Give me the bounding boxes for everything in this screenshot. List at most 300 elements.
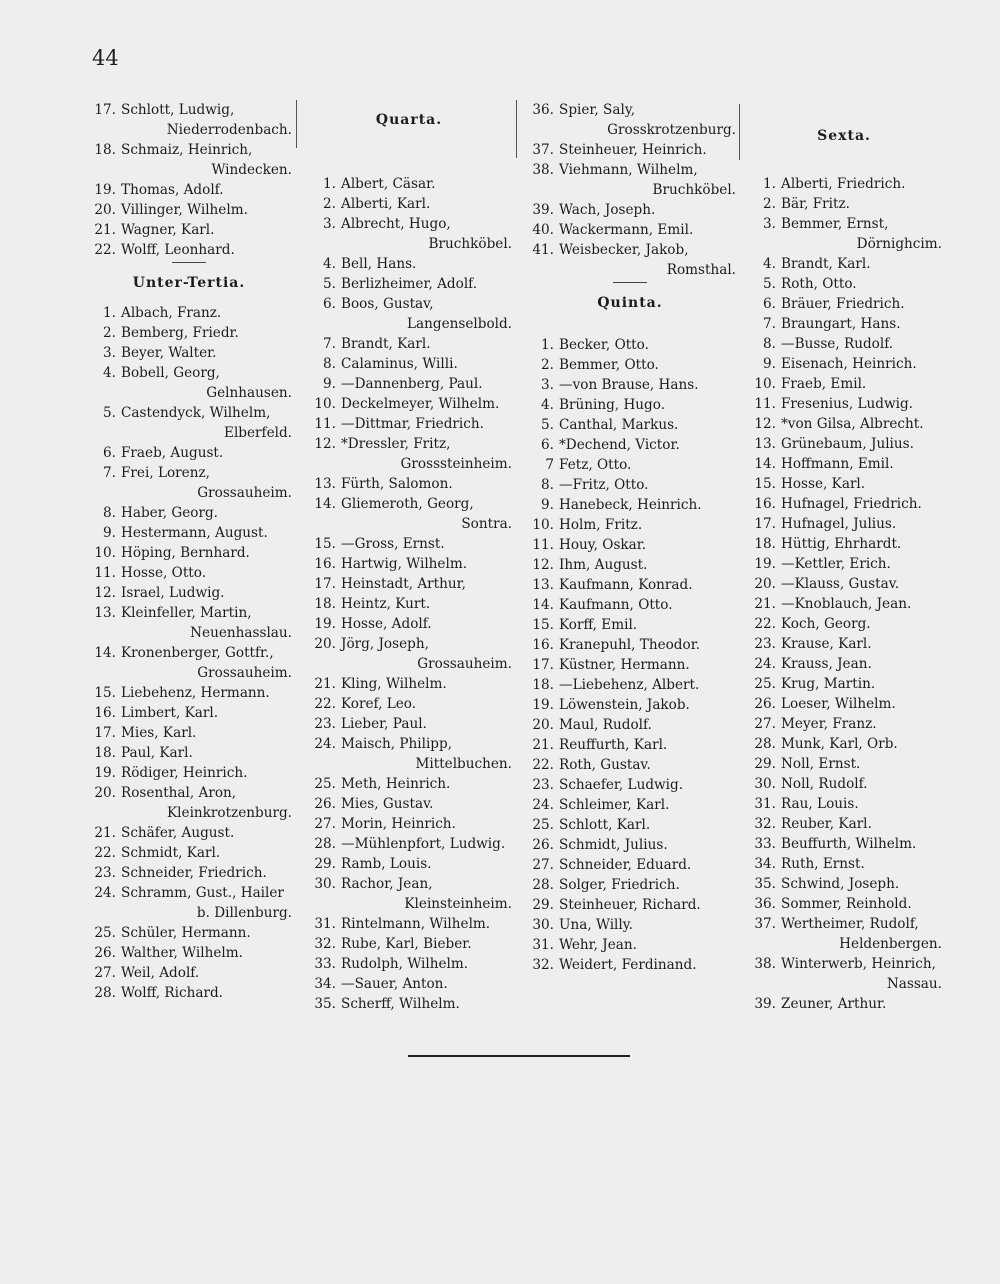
entry-name: Israel, Ludwig.	[121, 585, 225, 601]
list-item	[86, 363, 292, 403]
entry-line	[86, 763, 292, 783]
list-item	[306, 434, 512, 474]
entry-name: Maisch, Philipp,	[341, 736, 453, 752]
entry-number: 33.	[754, 836, 776, 852]
entry-name: Hosse, Otto.	[121, 565, 207, 581]
list-item	[86, 220, 292, 240]
entry-line	[86, 963, 292, 983]
entry-number: 19.	[314, 616, 336, 632]
list-item	[524, 955, 736, 975]
entry-place: Heldenbergen.	[839, 936, 942, 952]
list-item	[746, 634, 942, 654]
list-item	[524, 815, 736, 835]
entry-name: Steinheuer, Richard.	[559, 897, 701, 913]
entry-number: 18.	[314, 596, 336, 612]
list-item	[746, 754, 942, 774]
list-item	[306, 214, 512, 254]
entry-name: Brüning, Hugo.	[559, 397, 666, 413]
entry-line	[746, 794, 942, 814]
list-item	[746, 774, 942, 794]
entry-name: Rau, Louis.	[781, 796, 859, 812]
list-item	[746, 434, 942, 454]
entry-number: 14.	[754, 456, 776, 472]
entry-line	[524, 635, 736, 655]
entry-name: Heintz, Kurt.	[341, 596, 431, 612]
entry-name: Hufnagel, Julius.	[781, 516, 897, 532]
list-item	[86, 883, 292, 923]
entry-name: Rudolph, Wilhelm.	[341, 956, 469, 972]
entry-line	[746, 674, 942, 694]
entry-name: Braungart, Hans.	[781, 316, 901, 332]
entry-line	[86, 140, 292, 160]
entry-number: 35.	[754, 876, 776, 892]
entry-number: 2.	[103, 325, 116, 341]
list-item	[524, 535, 736, 555]
list-item	[524, 355, 736, 375]
entry-line	[86, 220, 292, 240]
entry-line	[306, 814, 512, 834]
entry-line	[524, 675, 736, 695]
list-item	[524, 595, 736, 615]
entry-number: 3.	[763, 216, 776, 232]
entry-name: Wach, Joseph.	[559, 202, 656, 218]
entry-number: 25.	[754, 676, 776, 692]
entry-name: Paul, Karl.	[121, 745, 193, 761]
entry-line	[524, 815, 736, 835]
entry-number: 31.	[754, 796, 776, 812]
entry-line	[746, 554, 942, 574]
entry-name: Holm, Fritz.	[559, 517, 643, 533]
entry-name: Hüttig, Ehrhardt.	[781, 536, 902, 552]
list-item	[86, 603, 292, 643]
entry-place: Bruchköbel.	[428, 236, 512, 252]
list-item	[746, 354, 942, 374]
entry-place: Neuenhasslau.	[190, 625, 292, 641]
entry-number: 13.	[314, 476, 336, 492]
list-item	[746, 734, 942, 754]
entry-name: Noll, Ernst.	[781, 756, 861, 772]
entry-line	[746, 574, 942, 594]
entry-name: Fürth, Salomon.	[341, 476, 453, 492]
entry-name: Meth, Heinrich.	[341, 776, 451, 792]
entry-number: 24.	[754, 656, 776, 672]
entry-number: 11.	[754, 396, 776, 412]
entry-number: 4.	[541, 397, 554, 413]
entry-line	[746, 914, 942, 934]
entry-number: 7.	[103, 465, 116, 481]
entry-number: 28.	[532, 877, 554, 893]
entry-line	[86, 100, 292, 120]
list-item	[746, 494, 942, 514]
entry-line	[746, 194, 942, 214]
list-item	[306, 374, 512, 394]
entry-name: Scherff, Wilhelm.	[341, 996, 460, 1012]
list-item	[524, 855, 736, 875]
entry-name: Bräuer, Friedrich.	[781, 296, 905, 312]
list-item	[306, 714, 512, 734]
entry-line	[86, 543, 292, 563]
list-item	[86, 683, 292, 703]
entry-place: Niederrodenbach.	[166, 122, 292, 138]
entry-name: Bobell, Georg,	[121, 365, 220, 381]
list-item	[524, 415, 736, 435]
entry-name: Hanebeck, Heinrich.	[559, 497, 702, 513]
entry-line	[306, 254, 512, 274]
entry-line	[306, 874, 512, 894]
entry-number: 26.	[94, 945, 116, 961]
entry-line	[306, 634, 512, 654]
entry-name: Schüler, Hermann.	[121, 925, 251, 941]
list-item	[524, 555, 736, 575]
entry-number: 38.	[754, 956, 776, 972]
list-item	[306, 594, 512, 614]
entry-name: Hosse, Adolf.	[341, 616, 432, 632]
entry-name: Fetz, Otto.	[559, 457, 632, 473]
list-item	[746, 594, 942, 614]
entry-line	[524, 535, 736, 555]
entry-line	[86, 843, 292, 863]
entry-number: 27.	[94, 965, 116, 981]
entry-line	[306, 414, 512, 434]
entry-name: —Sauer, Anton.	[341, 976, 448, 992]
entry-number: 23.	[94, 865, 116, 881]
entry-name: Spier, Saly,	[559, 102, 636, 118]
entry-name: Kleinfeller, Martin,	[121, 605, 252, 621]
entry-line	[86, 583, 292, 603]
entry-line	[306, 714, 512, 734]
list-item	[306, 254, 512, 274]
entry-number: 33.	[314, 956, 336, 972]
list-item	[746, 374, 942, 394]
entry-line	[306, 574, 512, 594]
list-item	[746, 714, 942, 734]
entry-number: 6.	[323, 296, 336, 312]
list-item	[86, 963, 292, 983]
entry-line	[86, 603, 292, 623]
list-item	[306, 814, 512, 834]
entry-line	[524, 515, 736, 535]
entry-line	[524, 555, 736, 575]
entry-number: 4.	[763, 256, 776, 272]
entry-number: 5.	[323, 276, 336, 292]
list-item	[524, 140, 736, 160]
list-item	[86, 180, 292, 200]
entry-name: Schleimer, Karl.	[559, 797, 670, 813]
entry-name: Walther, Wilhelm.	[121, 945, 243, 961]
entry-name: —von Brause, Hans.	[559, 377, 699, 393]
entry-line	[524, 615, 736, 635]
entry-line	[306, 374, 512, 394]
list-item	[746, 654, 942, 674]
entry-number: 6.	[541, 437, 554, 453]
entry-line	[86, 363, 292, 383]
entry-line	[524, 160, 736, 180]
entry-number: 23.	[314, 716, 336, 732]
entry-line	[86, 823, 292, 843]
entry-number: 8.	[103, 505, 116, 521]
section-heading-quinta: Quinta.	[597, 295, 663, 311]
entry-name: Krauss, Jean.	[781, 656, 872, 672]
entry-number: 12.	[754, 416, 776, 432]
entry-number: 11.	[314, 416, 336, 432]
entry-line	[524, 200, 736, 220]
entry-number: 16.	[532, 637, 554, 653]
entry-line	[746, 774, 942, 794]
entry-name: Kaufmann, Otto.	[559, 597, 673, 613]
entry-name: Beyer, Walter.	[121, 345, 217, 361]
entry-number: 9.	[103, 525, 116, 541]
list-item	[746, 474, 942, 494]
entry-number: 12.	[314, 436, 336, 452]
entry-line	[746, 354, 942, 374]
entry-line	[306, 794, 512, 814]
entry-number: 24.	[532, 797, 554, 813]
entry-line	[306, 534, 512, 554]
entry-number: 19.	[94, 765, 116, 781]
column-4	[746, 100, 942, 1014]
unter-tertia-list	[86, 303, 292, 1003]
entry-line	[306, 774, 512, 794]
entry-line	[306, 474, 512, 494]
list-item	[524, 915, 736, 935]
list-item	[746, 854, 942, 874]
entry-number: 40.	[532, 222, 554, 238]
entry-name: Grünebaum, Julius.	[781, 436, 914, 452]
list-item	[86, 100, 292, 140]
entry-number: 2.	[541, 357, 554, 373]
entry-line	[746, 514, 942, 534]
entry-place: Elberfeld.	[224, 425, 292, 441]
entry-name: Noll, Rudolf.	[781, 776, 868, 792]
entry-name: Schaefer, Ludwig.	[559, 777, 684, 793]
entry-line	[524, 140, 736, 160]
list-item	[524, 495, 736, 515]
list-item	[746, 874, 942, 894]
entry-name: Sommer, Reinhold.	[781, 896, 912, 912]
entry-line	[746, 654, 942, 674]
entry-name: Gliemeroth, Georg,	[341, 496, 474, 512]
list-item	[306, 194, 512, 214]
list-item	[524, 875, 736, 895]
entry-line	[306, 734, 512, 754]
list-item	[524, 395, 736, 415]
entry-line	[306, 954, 512, 974]
entry-name: Beuffurth, Wilhelm.	[781, 836, 917, 852]
entry-number: 18.	[94, 745, 116, 761]
entry-name: Rachor, Jean,	[341, 876, 433, 892]
list-item	[746, 794, 942, 814]
list-item	[86, 863, 292, 883]
column-1	[86, 100, 292, 1003]
entry-name: Becker, Otto.	[559, 337, 649, 353]
entry-name: Maul, Rudolf.	[559, 717, 652, 733]
list-item	[524, 755, 736, 775]
entry-number: 5.	[763, 276, 776, 292]
entry-name: *von Gilsa, Albrecht.	[781, 416, 924, 432]
entry-place: Gelnhausen.	[206, 385, 292, 401]
entry-number: 2.	[323, 196, 336, 212]
list-item	[306, 534, 512, 554]
entry-number: 26.	[532, 837, 554, 853]
list-item	[746, 174, 942, 194]
entry-name: Wolff, Richard.	[121, 985, 223, 1001]
entry-line	[306, 974, 512, 994]
entry-line	[746, 214, 942, 234]
entry-line	[746, 734, 942, 754]
entry-name: —Busse, Rudolf.	[781, 336, 894, 352]
entry-name: Bell, Hans.	[341, 256, 417, 272]
entry-name: Thomas, Adolf.	[121, 182, 224, 198]
entry-name: Koref, Leo.	[341, 696, 417, 712]
list-item	[524, 220, 736, 240]
entry-number: 9.	[541, 497, 554, 513]
entry-number: 10.	[314, 396, 336, 412]
entry-line	[524, 695, 736, 715]
list-item	[746, 314, 942, 334]
entry-line	[746, 414, 942, 434]
entry-number: 32.	[754, 816, 776, 832]
entry-number: 1.	[323, 176, 336, 192]
list-item	[306, 274, 512, 294]
entry-number: 8.	[763, 336, 776, 352]
entry-line	[86, 563, 292, 583]
list-item	[86, 743, 292, 763]
entry-name: Munk, Karl, Orb.	[781, 736, 898, 752]
entry-line	[306, 334, 512, 354]
entry-name: —Gross, Ernst.	[341, 536, 445, 552]
entry-name: Alberti, Karl.	[341, 196, 431, 212]
entry-number: 8.	[541, 477, 554, 493]
entry-number: 3.	[323, 216, 336, 232]
entry-name: Brandt, Karl.	[341, 336, 431, 352]
list-item	[86, 763, 292, 783]
list-item	[306, 334, 512, 354]
entry-name: Fraeb, August.	[121, 445, 224, 461]
entry-name: Roth, Otto.	[781, 276, 857, 292]
entry-number: 23.	[754, 636, 776, 652]
entry-name: Villinger, Wilhelm.	[121, 202, 248, 218]
entry-name: Roth, Gustav.	[559, 757, 651, 773]
entry-name: Steinheuer, Heinrich.	[559, 142, 707, 158]
entry-line	[306, 194, 512, 214]
entry-name: Fresenius, Ludwig.	[781, 396, 913, 412]
list-item	[746, 994, 942, 1014]
entry-place: b. Dillenburg.	[196, 905, 292, 921]
entry-place: Nassau.	[886, 976, 942, 992]
entry-number: 22.	[754, 616, 776, 632]
entry-line	[86, 643, 292, 663]
list-item	[86, 140, 292, 180]
list-item	[306, 674, 512, 694]
entry-name: Kronenberger, Gottfr.,	[121, 645, 274, 661]
entry-name: Rintelmann, Wilhelm.	[341, 916, 491, 932]
entry-number: 20.	[94, 202, 116, 218]
list-item	[306, 174, 512, 194]
entry-place: Grossauheim.	[197, 485, 292, 501]
entry-line	[306, 834, 512, 854]
entry-line	[306, 494, 512, 514]
entry-number: 17.	[94, 102, 116, 118]
list-item	[746, 254, 942, 274]
list-item	[306, 794, 512, 814]
entry-line	[746, 874, 942, 894]
entry-number: 34.	[754, 856, 776, 872]
entry-number: 6.	[103, 445, 116, 461]
entry-line	[306, 594, 512, 614]
entry-name: Krug, Martin.	[781, 676, 876, 692]
entry-name: Weil, Adolf.	[121, 965, 200, 981]
entry-number: 28.	[94, 985, 116, 1001]
list-item	[524, 695, 736, 715]
entry-name: Weisbecker, Jakob,	[559, 242, 689, 258]
entry-number: 27.	[754, 716, 776, 732]
entry-line	[524, 775, 736, 795]
entry-name: Hestermann, August.	[121, 525, 268, 541]
entry-name: Rödiger, Heinrich.	[121, 765, 248, 781]
sexta-list	[746, 174, 942, 1014]
entry-number: 5.	[103, 405, 116, 421]
list-item	[86, 323, 292, 343]
untersekunda-continuation	[86, 100, 292, 260]
entry-line	[746, 454, 942, 474]
list-item	[306, 554, 512, 574]
entry-number: 20.	[94, 785, 116, 801]
entry-name: Morin, Heinrich.	[341, 816, 456, 832]
entry-line	[524, 935, 736, 955]
entry-name: Houy, Oskar.	[559, 537, 647, 553]
list-item	[524, 475, 736, 495]
entry-name: Koch, Georg.	[781, 616, 871, 632]
entry-name: Calaminus, Willi.	[341, 356, 458, 372]
entry-name: Kling, Wilhelm.	[341, 676, 447, 692]
entry-name: Höping, Bernhard.	[121, 545, 250, 561]
entry-place: Langenselbold.	[406, 316, 512, 332]
entry-name: Rosenthal, Aron,	[121, 785, 237, 801]
list-item	[86, 643, 292, 683]
bottom-rule	[408, 1055, 630, 1057]
list-item	[306, 954, 512, 974]
entry-line	[86, 923, 292, 943]
list-item	[746, 394, 942, 414]
entry-number: 25.	[94, 925, 116, 941]
entry-number: 20.	[532, 717, 554, 733]
entry-name: Schlott, Karl.	[559, 817, 651, 833]
entry-number: 5.	[541, 417, 554, 433]
entry-number: 1.	[541, 337, 554, 353]
entry-number: 34.	[314, 976, 336, 992]
entry-line	[746, 254, 942, 274]
list-item	[86, 823, 292, 843]
list-item	[86, 403, 292, 443]
entry-number: 17.	[532, 657, 554, 673]
list-item	[524, 635, 736, 655]
entry-line	[86, 180, 292, 200]
entry-line	[86, 323, 292, 343]
list-item	[746, 294, 942, 314]
entry-line	[746, 534, 942, 554]
entry-line	[306, 394, 512, 414]
entry-line	[306, 914, 512, 934]
entry-line	[306, 294, 512, 314]
entry-line	[524, 335, 736, 355]
entry-place: Mittelbuchen.	[415, 756, 512, 772]
list-item	[86, 703, 292, 723]
entry-number: 3.	[103, 345, 116, 361]
entry-line	[524, 955, 736, 975]
entry-line	[524, 855, 736, 875]
entry-line	[746, 614, 942, 634]
entry-name: Hoffmann, Emil.	[781, 456, 894, 472]
